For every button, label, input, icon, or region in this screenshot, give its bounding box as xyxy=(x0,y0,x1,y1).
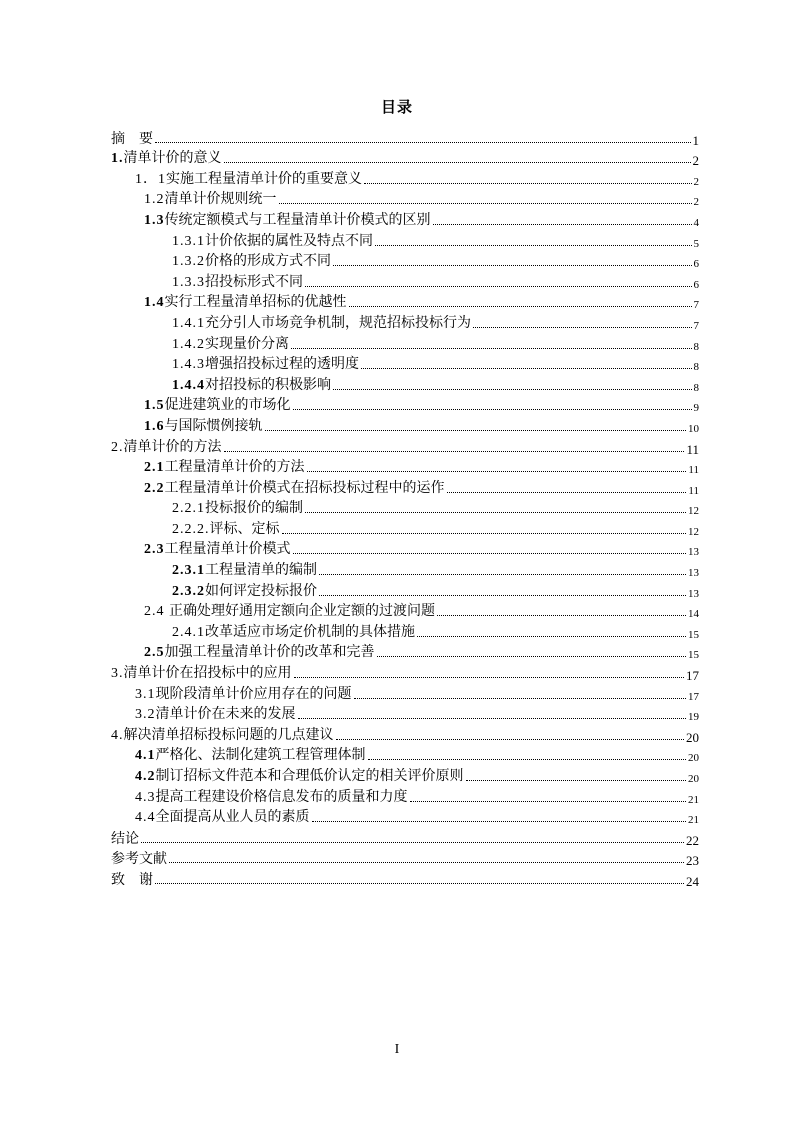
toc-entry-label xyxy=(144,417,263,436)
toc-entry-page: 13 xyxy=(688,587,699,600)
toc-entry-label xyxy=(144,479,445,498)
toc-entry-title: 摘 要 xyxy=(111,130,153,147)
toc-entry-page: 6 xyxy=(693,278,699,291)
toc-entry-label xyxy=(135,685,352,704)
toc-entry-number: 1.3.2 xyxy=(172,254,205,270)
toc-entry-number: 1.6 xyxy=(144,418,165,434)
toc-entry-label xyxy=(144,540,291,559)
toc-entry-label xyxy=(135,808,310,827)
toc-entry-title: 充分引人市场竞争机制，规范招标投标行为 xyxy=(205,314,471,331)
toc-entry[interactable] xyxy=(111,518,699,539)
toc-entry-title: 解决清单招标投标问题的几点建议 xyxy=(123,726,334,743)
toc-entry-page: 14 xyxy=(688,608,699,621)
toc-dot-leader xyxy=(141,842,684,843)
toc-entry-title: 评标、定标 xyxy=(209,520,280,537)
toc-entry-page: 11 xyxy=(688,484,699,497)
toc-entry[interactable] xyxy=(111,189,699,210)
toc-entry-label xyxy=(111,438,222,457)
toc-entry-page: 21 xyxy=(688,793,699,806)
toc-entry-number: 2.4.1 xyxy=(172,624,205,640)
toc-entry-number: 1. xyxy=(111,151,124,167)
toc-entry[interactable] xyxy=(111,209,699,230)
toc-entry[interactable] xyxy=(111,704,699,725)
toc-entry-label xyxy=(144,190,277,209)
toc-entry[interactable] xyxy=(111,662,699,683)
toc-entry[interactable] xyxy=(111,395,699,416)
toc-entry[interactable] xyxy=(111,724,699,745)
toc-entry[interactable] xyxy=(111,745,699,766)
toc-entry[interactable] xyxy=(111,807,699,828)
toc-entry[interactable] xyxy=(111,374,699,395)
toc-entry-label xyxy=(172,623,415,642)
toc-entry-page: 21 xyxy=(688,814,699,827)
toc-entry[interactable] xyxy=(111,333,699,354)
toc-entry-page: 8 xyxy=(693,381,699,394)
toc-dot-leader xyxy=(282,533,687,534)
toc-entry-page: 20 xyxy=(686,729,699,745)
toc-entry-title: 参考文献 xyxy=(111,851,167,868)
toc-entry-title: 正确处理好通用定额向企业定额的过渡问题 xyxy=(164,603,435,620)
toc-entry[interactable] xyxy=(111,148,699,169)
toc-dot-leader xyxy=(410,801,687,802)
toc-entry-title: 实现量价分离 xyxy=(205,335,289,352)
page-title: 目录 xyxy=(380,98,413,116)
toc-dot-leader xyxy=(291,348,692,349)
toc-entry-label xyxy=(111,850,167,868)
toc-dot-leader xyxy=(364,183,692,184)
toc-entry-title: 结论 xyxy=(111,830,139,847)
toc-entry-title: 制订招标文件范本和合理低价认定的相关评价原则 xyxy=(155,768,464,784)
toc-entry-number: 1.4.2 xyxy=(172,336,205,352)
toc-entry-number: 2.2.2. xyxy=(172,521,210,537)
toc-entry-label xyxy=(144,643,375,662)
toc-dot-leader xyxy=(473,327,692,328)
toc-entry[interactable] xyxy=(111,251,699,272)
toc-dot-leader xyxy=(361,368,692,369)
toc-entry-label xyxy=(135,767,464,786)
toc-entry-label xyxy=(172,561,317,580)
toc-entry[interactable] xyxy=(111,539,699,560)
toc-entry-label xyxy=(111,726,334,745)
toc-entry-number: 2.5 xyxy=(144,645,165,661)
toc-entry[interactable] xyxy=(111,868,699,889)
toc-entry-page: 13 xyxy=(688,546,699,559)
toc-entry-label xyxy=(172,232,373,251)
toc-entry-number: 2.3.2 xyxy=(172,583,205,599)
toc-entry-number: 1．1 xyxy=(135,171,166,187)
toc-entry-number: 1.4.4 xyxy=(172,377,205,393)
toc-entry-number: 2.1 xyxy=(144,460,165,476)
toc-entry-page: 6 xyxy=(693,258,699,271)
toc-entry-number: 3.2 xyxy=(135,707,156,723)
toc-dot-leader xyxy=(349,306,692,307)
toc-entry-label xyxy=(144,458,305,477)
toc-entry-page: 8 xyxy=(693,340,699,353)
toc-entry-number: 1.3 xyxy=(144,212,165,228)
toc-entry-label xyxy=(135,705,296,724)
toc-dot-leader xyxy=(466,780,687,781)
toc-dot-leader xyxy=(224,162,691,163)
toc-entry-label xyxy=(172,252,331,271)
toc-entry-label xyxy=(172,335,289,354)
toc-entry[interactable] xyxy=(111,230,699,251)
toc-entry-label xyxy=(144,396,291,415)
toc-entry-title: 清单计价在未来的发展 xyxy=(155,706,296,723)
toc-dot-leader xyxy=(294,677,685,678)
toc-entry-label xyxy=(172,376,331,395)
toc-dot-leader xyxy=(305,286,692,287)
toc-entry-page: 20 xyxy=(688,752,699,765)
toc-entry-label xyxy=(172,355,359,374)
toc-entry-page: 1 xyxy=(692,132,699,148)
toc-dot-leader xyxy=(307,471,687,472)
toc-dot-leader xyxy=(375,245,692,246)
toc-entry[interactable] xyxy=(111,168,699,189)
toc-entry-page: 12 xyxy=(688,505,699,518)
toc-dot-leader xyxy=(437,615,686,616)
toc-entry-label xyxy=(111,149,222,168)
toc-entry-number: 1.2 xyxy=(144,192,165,208)
toc-dot-leader xyxy=(169,862,684,863)
toc-entry[interactable] xyxy=(111,271,699,292)
toc-entry-title: 工程量清单的编制 xyxy=(205,562,317,579)
toc-dot-leader xyxy=(293,553,687,554)
toc-entry-number: 2.3.1 xyxy=(172,563,205,579)
toc-entry-label xyxy=(172,273,303,292)
toc-entry-title: 传统定额模式与工程量清单计价模式的区别 xyxy=(164,211,431,228)
toc-entry-page: 5 xyxy=(693,237,699,250)
toc-dot-leader xyxy=(155,142,691,143)
toc-dot-leader xyxy=(298,718,687,719)
toc-entry-title: 与国际惯例接轨 xyxy=(164,417,263,434)
toc-dot-leader xyxy=(293,409,692,410)
toc-entry-number: 4.1 xyxy=(135,748,156,764)
toc-entry-page: 8 xyxy=(693,361,699,374)
toc-entry-title: 价格的形成方式不同 xyxy=(205,253,331,270)
toc-entry-page: 11 xyxy=(686,441,699,457)
toc-dot-leader xyxy=(224,451,685,452)
toc-entry-title: 实施工程量清单计价的重要意义 xyxy=(166,170,362,187)
toc-entry-title: 计价依据的属性及特点不同 xyxy=(205,232,373,249)
toc-entry-title: 致 谢 xyxy=(111,871,153,888)
toc-entry-title: 增强招投标过程的透明度 xyxy=(205,356,359,373)
toc-entry-number: 4.4 xyxy=(135,810,156,826)
toc-entry-title: 清单计价在招投标中的应用 xyxy=(123,665,292,682)
toc-dot-leader xyxy=(319,595,686,596)
toc-entry-label xyxy=(172,520,280,539)
table-of-contents xyxy=(111,127,699,889)
toc-entry-page: 20 xyxy=(688,773,699,785)
toc-entry-page: 17 xyxy=(686,668,699,684)
toc-entry-page: 24 xyxy=(686,873,699,889)
toc-dot-leader xyxy=(354,698,687,699)
toc-entry-title: 加强工程量清单计价的改革和完善 xyxy=(164,644,375,661)
toc-dot-leader xyxy=(336,739,685,740)
toc-entry-page: 2 xyxy=(693,196,699,209)
toc-entry-number: 1.5 xyxy=(144,398,165,414)
toc-entry-number: 2. xyxy=(111,439,124,455)
toc-entry-page: 23 xyxy=(686,853,699,869)
toc-entry-title: 清单计价规则统一 xyxy=(164,191,277,208)
toc-entry[interactable] xyxy=(111,848,699,869)
toc-entry-title: 改革适应市场定价机制的具体措施 xyxy=(205,623,415,640)
toc-entry-label xyxy=(111,130,153,148)
toc-entry-title: 工程量清单计价模式在招标投标过程中的运作 xyxy=(164,479,445,496)
toc-dot-leader xyxy=(447,492,687,493)
toc-entry-number: 1.4 xyxy=(144,295,165,311)
toc-entry-number: 2.2 xyxy=(144,480,165,496)
toc-entry-label xyxy=(172,582,317,601)
toc-dot-leader xyxy=(279,203,692,204)
toc-entry-title: 如何评定投标报价 xyxy=(205,582,317,599)
toc-entry-label xyxy=(144,293,347,312)
toc-entry[interactable] xyxy=(111,580,699,601)
toc-entry-label xyxy=(111,664,292,683)
toc-entry-page: 11 xyxy=(688,464,699,477)
toc-entry[interactable] xyxy=(111,477,699,498)
toc-entry-page: 15 xyxy=(688,649,699,662)
toc-entry-number: 4.3 xyxy=(135,789,156,805)
toc-entry-title: 投标报价的编制 xyxy=(205,500,303,517)
toc-entry-number: 3.1 xyxy=(135,686,156,702)
toc-entry[interactable] xyxy=(111,786,699,807)
toc-entry[interactable] xyxy=(111,827,699,848)
toc-entry[interactable] xyxy=(111,312,699,333)
toc-entry-number: 4. xyxy=(111,727,124,743)
toc-entry-number: 3. xyxy=(111,666,124,682)
toc-entry-page: 19 xyxy=(688,711,699,724)
toc-dot-leader xyxy=(265,430,687,431)
toc-entry-page: 2 xyxy=(692,153,699,169)
toc-dot-leader xyxy=(155,883,684,884)
toc-entry-title: 全面提高从业人员的素质 xyxy=(155,809,310,826)
toc-dot-leader xyxy=(312,821,687,822)
toc-entry-page: 2 xyxy=(693,175,699,188)
toc-entry-title: 对招投标的积极影响 xyxy=(205,376,331,393)
toc-entry-title: 促进建筑业的市场化 xyxy=(164,397,291,414)
toc-entry[interactable] xyxy=(111,415,699,436)
toc-entry-number: 1.3.3 xyxy=(172,274,205,290)
toc-entry-title: 实行工程量清单招标的优越性 xyxy=(164,294,347,311)
toc-dot-leader xyxy=(305,512,686,513)
toc-entry[interactable] xyxy=(111,354,699,375)
toc-entry-title: 现阶段清单计价应用存在的问题 xyxy=(155,685,352,702)
toc-entry[interactable] xyxy=(111,127,699,148)
toc-entry-page: 22 xyxy=(686,832,699,848)
toc-entry-label xyxy=(111,871,153,889)
toc-entry-title: 提高工程建设价格信息发布的质量和力度 xyxy=(155,788,408,805)
toc-entry-label xyxy=(172,499,303,518)
toc-entry-number: 2.4 xyxy=(144,604,165,620)
toc-entry-page: 4 xyxy=(693,216,699,229)
toc-entry-page: 9 xyxy=(693,402,699,415)
toc-entry-title: 工程量清单计价的方法 xyxy=(164,459,305,476)
toc-entry-page: 10 xyxy=(688,422,699,435)
toc-entry[interactable] xyxy=(111,292,699,313)
toc-entry-number: 2.2.1 xyxy=(172,501,205,517)
toc-entry[interactable] xyxy=(111,559,699,580)
toc-entry-page: 13 xyxy=(688,567,699,580)
toc-entry[interactable] xyxy=(111,683,699,704)
toc-dot-leader xyxy=(333,389,692,390)
toc-entry[interactable] xyxy=(111,457,699,478)
toc-entry-number: 4.2 xyxy=(135,769,156,784)
toc-entry-title: 招投标形式不同 xyxy=(205,273,303,290)
toc-entry-number: 1.4.1 xyxy=(172,315,205,331)
toc-entry[interactable] xyxy=(111,436,699,457)
toc-entry-label xyxy=(172,314,471,333)
toc-entry-title: 清单计价的方法 xyxy=(123,438,222,455)
toc-entry-title: 严格化、法制化建筑工程管理体制 xyxy=(155,747,366,764)
toc-entry-page: 7 xyxy=(693,299,699,312)
toc-entry-number: 1.4.3 xyxy=(172,357,205,373)
toc-entry[interactable] xyxy=(111,765,699,786)
toc-entry-number: 1.3.1 xyxy=(172,233,205,249)
toc-entry-label xyxy=(135,746,366,765)
toc-entry[interactable] xyxy=(111,621,699,642)
toc-entry-title: 清单计价的意义 xyxy=(123,150,222,167)
toc-entry-title: 工程量清单计价模式 xyxy=(164,541,291,558)
toc-entry[interactable] xyxy=(111,601,699,622)
toc-entry-page: 15 xyxy=(688,628,699,641)
toc-entry-number: 2.3 xyxy=(144,542,165,558)
toc-dot-leader xyxy=(433,224,692,225)
toc-entry-label xyxy=(135,788,408,807)
toc-entry-page: 17 xyxy=(688,690,699,703)
toc-dot-leader xyxy=(319,574,686,575)
toc-dot-leader xyxy=(333,265,692,266)
toc-entry[interactable] xyxy=(111,642,699,663)
toc-dot-leader xyxy=(417,636,686,637)
toc-entry[interactable] xyxy=(111,498,699,519)
toc-entry-page: 7 xyxy=(693,319,699,332)
page-number: I xyxy=(394,1042,400,1057)
toc-dot-leader xyxy=(377,656,687,657)
toc-entry-label xyxy=(144,211,431,230)
toc-entry-label xyxy=(135,170,362,189)
toc-dot-leader xyxy=(368,759,687,760)
toc-entry-page: 12 xyxy=(688,525,699,538)
toc-entry-label xyxy=(144,602,435,621)
toc-entry-label xyxy=(111,830,139,848)
